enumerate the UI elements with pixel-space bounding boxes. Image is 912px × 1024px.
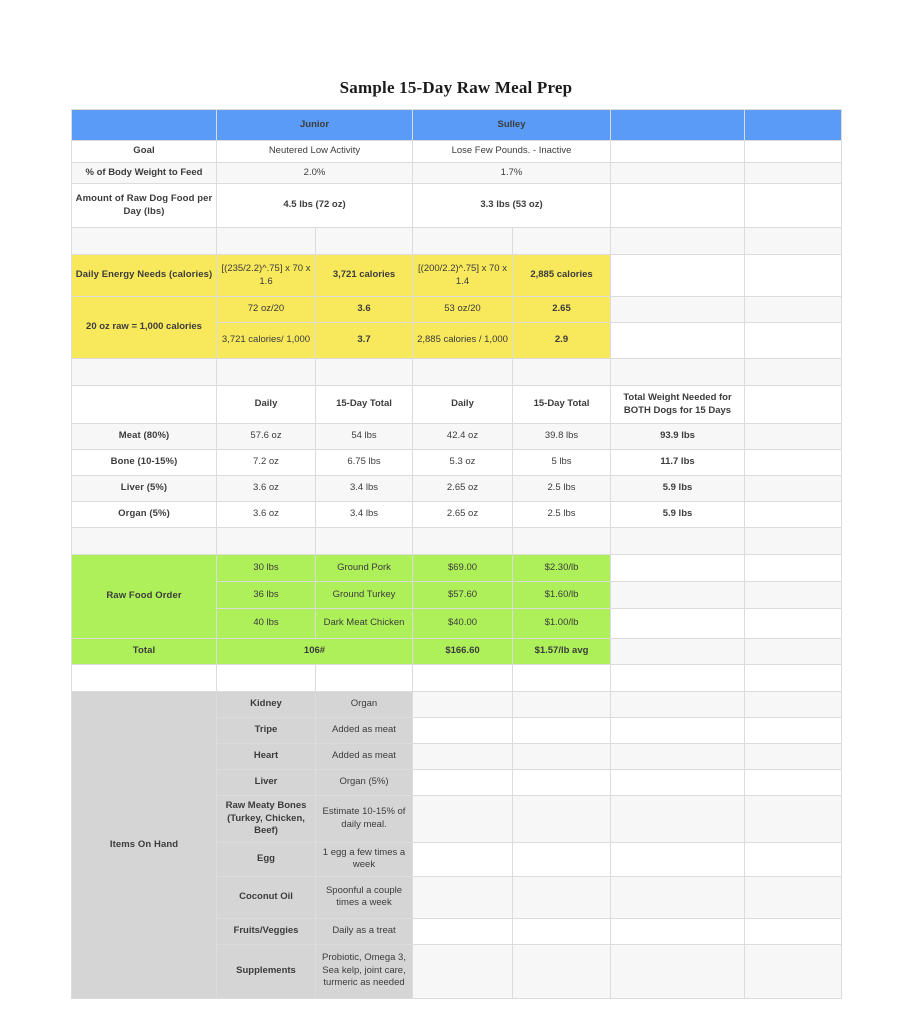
spacer-cell <box>513 528 611 555</box>
header-blank-2 <box>745 110 842 141</box>
spacer-cell <box>611 528 745 555</box>
header-blank-1 <box>611 110 745 141</box>
energy-junior-result-2: 3.6 <box>316 297 413 323</box>
energy-blank-3a <box>611 323 745 359</box>
on-hand-blank-8b <box>513 918 611 944</box>
order-total-blank-a <box>611 639 745 665</box>
order-total-unit-price: $1.57/lb avg <box>513 639 611 665</box>
on-hand-note-tripe: Added as meat <box>316 718 413 744</box>
body-weight-blank-1 <box>611 162 745 184</box>
amount-blank-2 <box>745 184 842 228</box>
spacer-cell <box>72 665 217 692</box>
energy-junior-result-3: 3.7 <box>316 323 413 359</box>
on-hand-blank-6c <box>611 842 745 876</box>
on-hand-blank-9c <box>611 944 745 998</box>
table-row-amount-per-day <box>72 184 842 228</box>
spacer-cell <box>413 228 513 255</box>
on-hand-note-heart: Added as meat <box>316 744 413 770</box>
spacer-cell <box>745 228 842 255</box>
energy-sulley-result-3: 2.9 <box>513 323 611 359</box>
energy-blank-3b <box>745 323 842 359</box>
table-row-order-total <box>72 639 842 665</box>
on-hand-blank-4c <box>611 770 745 796</box>
goal-junior: Neutered Low Activity <box>217 141 413 163</box>
breakdown-header-blank-2 <box>745 386 842 424</box>
table-row-energy-2 <box>72 297 842 323</box>
spacer-row-3 <box>72 528 842 555</box>
spacer-cell <box>316 665 413 692</box>
goal-blank-2 <box>745 141 842 163</box>
on-hand-blank-5c <box>611 796 745 843</box>
on-hand-blank-2c <box>611 718 745 744</box>
amount-per-day-junior: 4.5 lbs (72 oz) <box>217 184 413 228</box>
energy-sulley-result-1: 2,885 calories <box>513 255 611 297</box>
on-hand-blank-7a <box>413 876 513 918</box>
on-hand-blank-2a <box>413 718 513 744</box>
spacer-cell <box>316 228 413 255</box>
on-hand-blank-9d <box>745 944 842 998</box>
spacer-cell <box>745 528 842 555</box>
order-item-3-blank-b <box>745 609 842 639</box>
liver-junior-daily: 3.6 oz <box>217 476 316 502</box>
spacer-cell <box>611 228 745 255</box>
bone-sulley-daily: 5.3 oz <box>413 450 513 476</box>
on-hand-item-egg: Egg <box>217 842 316 876</box>
spacer-cell <box>611 665 745 692</box>
table-header-row <box>72 110 842 141</box>
row-label-bone: Bone (10-15%) <box>72 450 217 476</box>
energy-junior-result-1: 3,721 calories <box>316 255 413 297</box>
order-item-3-weight: 40 lbs <box>217 609 316 639</box>
bone-both-total: 11.7 lbs <box>611 450 745 476</box>
energy-sulley-formula-3: 2,885 calories / 1,000 <box>413 323 513 359</box>
on-hand-blank-8a <box>413 918 513 944</box>
order-item-2-unit-price: $1.60/lb <box>513 582 611 609</box>
energy-sulley-result-2: 2.65 <box>513 297 611 323</box>
order-item-1-unit-price: $2.30/lb <box>513 555 611 582</box>
on-hand-item-liver: Liver <box>217 770 316 796</box>
liver-both-total: 5.9 lbs <box>611 476 745 502</box>
energy-blank-2b <box>745 297 842 323</box>
on-hand-item-fruits-veggies: Fruits/Veggies <box>217 918 316 944</box>
spacer-cell <box>513 665 611 692</box>
energy-blank-1a <box>611 255 745 297</box>
row-label-items-on-hand: Items On Hand <box>72 692 217 999</box>
amount-blank-1 <box>611 184 745 228</box>
on-hand-item-tripe: Tripe <box>217 718 316 744</box>
order-total-cost: $166.60 <box>413 639 513 665</box>
amount-per-day-sulley: 3.3 lbs (53 oz) <box>413 184 611 228</box>
meal-prep-table <box>71 109 842 999</box>
row-label-organ: Organ (5%) <box>72 502 217 528</box>
on-hand-note-supplements: Probiotic, Omega 3, Sea kelp, joint care, turmeric as needed <box>316 944 413 998</box>
on-hand-blank-1a <box>413 692 513 718</box>
on-hand-blank-7d <box>745 876 842 918</box>
organ-junior-total: 3.4 lbs <box>316 502 413 528</box>
energy-blank-1b <box>745 255 842 297</box>
spacer-cell <box>72 228 217 255</box>
spacer-cell <box>217 359 316 386</box>
order-item-1-cost: $69.00 <box>413 555 513 582</box>
on-hand-blank-2d <box>745 718 842 744</box>
order-item-3-name: Dark Meat Chicken <box>316 609 413 639</box>
breakdown-header-blank <box>72 386 217 424</box>
on-hand-blank-4b <box>513 770 611 796</box>
table-row-order-item-1 <box>72 555 842 582</box>
on-hand-blank-2b <box>513 718 611 744</box>
row-label-raw-food-order: Raw Food Order <box>72 555 217 639</box>
on-hand-blank-7c <box>611 876 745 918</box>
on-hand-note-egg: 1 egg a few times a week <box>316 842 413 876</box>
spacer-cell <box>745 665 842 692</box>
energy-blank-2a <box>611 297 745 323</box>
on-hand-note-raw-meaty-bones: Estimate 10-15% of daily meal. <box>316 796 413 843</box>
spacer-cell <box>72 528 217 555</box>
on-hand-item-supplements: Supplements <box>217 944 316 998</box>
on-hand-blank-5d <box>745 796 842 843</box>
order-item-3-unit-price: $1.00/lb <box>513 609 611 639</box>
meat-both-total: 93.9 lbs <box>611 424 745 450</box>
order-total-weight: 106# <box>217 639 413 665</box>
on-hand-blank-9a <box>413 944 513 998</box>
meat-junior-total: 54 lbs <box>316 424 413 450</box>
energy-junior-formula-1: [(235/2.2)^.75] x 70 x 1.6 <box>217 255 316 297</box>
liver-junior-total: 3.4 lbs <box>316 476 413 502</box>
spacer-cell <box>413 528 513 555</box>
table-row-body-weight-pct <box>72 162 842 184</box>
goal-sulley: Lose Few Pounds. - Inactive <box>413 141 611 163</box>
row-label-body-weight-pct: % of Body Weight to Feed <box>72 162 217 184</box>
breakdown-header-sulley-total: 15-Day Total <box>513 386 611 424</box>
order-total-blank-b <box>745 639 842 665</box>
spacer-row-2 <box>72 359 842 386</box>
energy-sulley-formula-2: 53 oz/20 <box>413 297 513 323</box>
on-hand-blank-5a <box>413 796 513 843</box>
order-item-2-weight: 36 lbs <box>217 582 316 609</box>
on-hand-blank-5b <box>513 796 611 843</box>
spacer-row-1 <box>72 228 842 255</box>
on-hand-note-liver: Organ (5%) <box>316 770 413 796</box>
spacer-cell <box>611 359 745 386</box>
breakdown-header-both-total: Total Weight Needed for BOTH Dogs for 15 Days <box>611 386 745 424</box>
bone-blank <box>745 450 842 476</box>
on-hand-blank-3b <box>513 744 611 770</box>
organ-blank <box>745 502 842 528</box>
order-item-3-blank-a <box>611 609 745 639</box>
breakdown-header-junior-daily: Daily <box>217 386 316 424</box>
spacer-row-4 <box>72 665 842 692</box>
on-hand-blank-7b <box>513 876 611 918</box>
row-label-conversion: 20 oz raw = 1,000 calories <box>72 297 217 359</box>
meat-blank <box>745 424 842 450</box>
liver-sulley-total: 2.5 lbs <box>513 476 611 502</box>
spacer-cell <box>413 359 513 386</box>
meat-sulley-daily: 42.4 oz <box>413 424 513 450</box>
spacer-cell <box>316 359 413 386</box>
row-label-meat: Meat (80%) <box>72 424 217 450</box>
on-hand-note-coconut-oil: Spoonful a couple times a week <box>316 876 413 918</box>
on-hand-blank-6a <box>413 842 513 876</box>
organ-sulley-daily: 2.65 oz <box>413 502 513 528</box>
body-weight-pct-junior: 2.0% <box>217 162 413 184</box>
page-title: Sample 15-Day Raw Meal Prep <box>339 78 573 97</box>
header-blank-left <box>72 110 217 141</box>
body-weight-pct-sulley: 1.7% <box>413 162 611 184</box>
spacer-cell <box>217 665 316 692</box>
table-row-breakdown-headers <box>72 386 842 424</box>
on-hand-blank-6d <box>745 842 842 876</box>
on-hand-blank-4d <box>745 770 842 796</box>
on-hand-blank-3d <box>745 744 842 770</box>
energy-junior-formula-2: 72 oz/20 <box>217 297 316 323</box>
spacer-cell <box>217 228 316 255</box>
row-label-order-total: Total <box>72 639 217 665</box>
on-hand-blank-9b <box>513 944 611 998</box>
on-hand-item-coconut-oil: Coconut Oil <box>217 876 316 918</box>
on-hand-note-fruits-veggies: Daily as a treat <box>316 918 413 944</box>
on-hand-blank-6b <box>513 842 611 876</box>
bone-junior-daily: 7.2 oz <box>217 450 316 476</box>
bone-junior-total: 6.75 lbs <box>316 450 413 476</box>
breakdown-header-junior-total: 15-Day Total <box>316 386 413 424</box>
on-hand-note-kidney: Organ <box>316 692 413 718</box>
spacer-cell <box>316 528 413 555</box>
on-hand-blank-3a <box>413 744 513 770</box>
bone-sulley-total: 5 lbs <box>513 450 611 476</box>
order-item-2-blank-a <box>611 582 745 609</box>
order-item-3-cost: $40.00 <box>413 609 513 639</box>
on-hand-item-raw-meaty-bones: Raw Meaty Bones (Turkey, Chicken, Beef) <box>217 796 316 843</box>
goal-blank-1 <box>611 141 745 163</box>
on-hand-blank-8c <box>611 918 745 944</box>
on-hand-item-heart: Heart <box>217 744 316 770</box>
organ-junior-daily: 3.6 oz <box>217 502 316 528</box>
spacer-cell <box>513 228 611 255</box>
order-item-2-name: Ground Turkey <box>316 582 413 609</box>
table-row-meat <box>72 424 842 450</box>
table-row-energy-1 <box>72 255 842 297</box>
on-hand-blank-8d <box>745 918 842 944</box>
liver-blank <box>745 476 842 502</box>
meat-sulley-total: 39.8 lbs <box>513 424 611 450</box>
liver-sulley-daily: 2.65 oz <box>413 476 513 502</box>
row-label-amount-per-day: Amount of Raw Dog Food per Day (lbs) <box>72 184 217 228</box>
on-hand-blank-3c <box>611 744 745 770</box>
table-row-bone <box>72 450 842 476</box>
order-item-1-name: Ground Pork <box>316 555 413 582</box>
table-row-organ <box>72 502 842 528</box>
meat-junior-daily: 57.6 oz <box>217 424 316 450</box>
spacer-cell <box>745 359 842 386</box>
spacer-cell <box>513 359 611 386</box>
order-item-2-blank-b <box>745 582 842 609</box>
energy-sulley-formula-1: [(200/2.2)^.75] x 70 x 1.4 <box>413 255 513 297</box>
on-hand-item-kidney: Kidney <box>217 692 316 718</box>
on-hand-blank-4a <box>413 770 513 796</box>
row-label-goal: Goal <box>72 141 217 163</box>
table-row-goal <box>72 141 842 163</box>
order-item-2-cost: $57.60 <box>413 582 513 609</box>
breakdown-header-sulley-daily: Daily <box>413 386 513 424</box>
body-weight-blank-2 <box>745 162 842 184</box>
header-dog-junior: Junior <box>217 110 413 141</box>
order-item-1-blank-a <box>611 555 745 582</box>
spacer-cell <box>72 359 217 386</box>
on-hand-blank-1d <box>745 692 842 718</box>
spacer-cell <box>413 665 513 692</box>
order-item-1-weight: 30 lbs <box>217 555 316 582</box>
organ-both-total: 5.9 lbs <box>611 502 745 528</box>
spacer-cell <box>217 528 316 555</box>
table-row-liver <box>72 476 842 502</box>
table-row-on-hand-kidney <box>72 692 842 718</box>
on-hand-blank-1b <box>513 692 611 718</box>
row-label-daily-energy: Daily Energy Needs (calories) <box>72 255 217 297</box>
order-item-1-blank-b <box>745 555 842 582</box>
row-label-liver: Liver (5%) <box>72 476 217 502</box>
organ-sulley-total: 2.5 lbs <box>513 502 611 528</box>
on-hand-blank-1c <box>611 692 745 718</box>
energy-junior-formula-3: 3,721 calories/ 1,000 <box>217 323 316 359</box>
header-dog-sulley: Sulley <box>413 110 611 141</box>
